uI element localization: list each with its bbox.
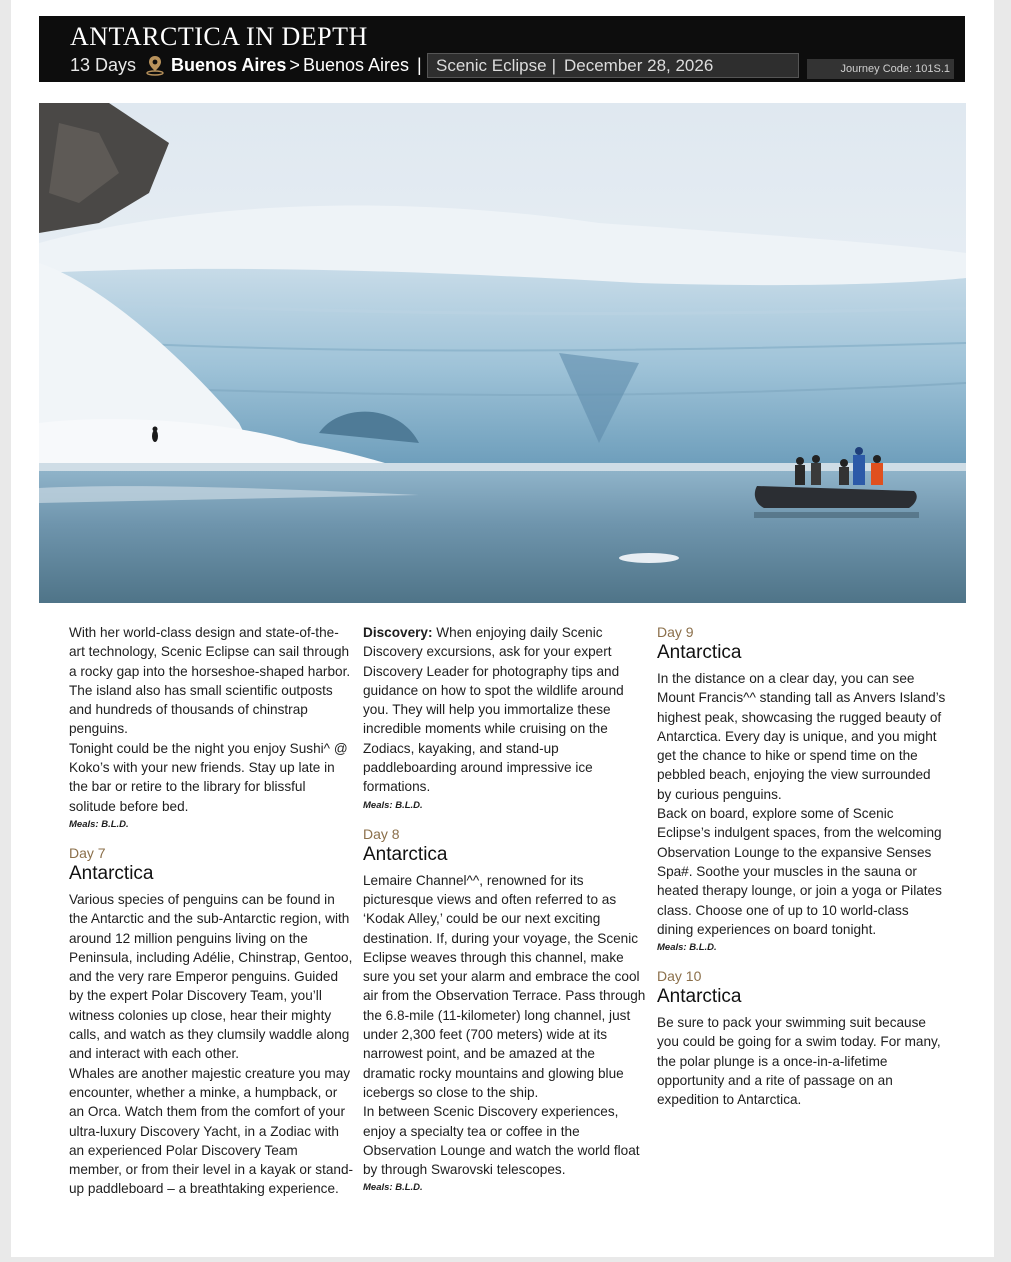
map-pin-icon [144,54,166,76]
meals-note: Meals: B.L.D. [657,942,717,954]
day9-paragraph-2: Back on board, explore some of Scenic Eclipse’s indulgent spaces, from the welcoming Observation Lounge to the expansive Senses Spa#. Soothe your muscles in the sauna or heated therapy lounge, or join a yoga or Pilates class. Choose one of up to 10 world-class dining experiences on board tonight. [657,806,942,937]
trip-summary [70,54,426,76]
day10-paragraph-1: Be sure to pack your swimming suit because you could be going for a swim today. For many, the polar plunge is a once-in-a-lifetime opportunity and a rite of passage on an expedition to Antarctica. [657,1015,941,1108]
day-title-9: Antarctica [657,642,742,663]
day-title-8: Antarctica [363,843,448,865]
page-title: ANTARCTICA IN DEPTH [70,22,368,51]
ship-date-box [427,53,799,78]
day-label-7: Day 7 [69,844,106,861]
column-3 [657,623,947,1110]
meals-note: Meals: B.L.D. [363,799,423,811]
departure-date: December 28, 2026 [563,55,714,75]
route-arrow: > [289,54,300,75]
day-label-8: Day 8 [363,825,400,842]
day-label-9: Day 9 [657,624,694,640]
evening-paragraph: Tonight could be the night you enjoy Sushi^ @ Koko’s with your new friends. Stay up late in the bar or retire to the library for blissful solitude before bed. [69,740,348,814]
day-title-7: Antarctica [69,862,154,884]
meals-note: Meals: B.L.D. [69,818,129,830]
column-1 [69,623,354,1199]
day9-paragraph-1: In the distance on a clear day, you can see Mount Francis^^ standing tall as Anvers Island’s highest peak, showcasing the rugged beauty of Antarctica. Every day is unique, and you might get the chance to hike or spend time on the pebbled beach, enjoying the view surrounded by curious penguins. [657,671,946,802]
departure-city: Buenos Aires [171,54,287,75]
ship-name: Scenic Eclipse [436,55,547,75]
header-separator: | [417,54,422,75]
day8-paragraph-1: Lemaire Channel^^, renowned for its picturesque views and often referred to as ‘Kodak Alley,’ could be our next exciting destination. If, during your voyage, the Scenic Eclipse weaves through this channel, make sure you set your alarm and embrace the cool air from the Observation Terrace. Pass through the 6.8-mile (11-kilometer) long channel, just under 2,300 feet (700 meters) wide at its narrowest point, and be amazed at the dramatic rocky mountains and glowing blue icebergs so close to the ship. [363,872,646,1100]
intro-paragraph: With her world-class design and state-of-the-art technology, Scenic Eclipse can sail through a rocky gap into the horseshoe-shaped harbor. The island also has small scientific outposts and hundreds of thousands of chinstrap penguins. [69,625,351,737]
discovery-label: Discovery: [363,625,433,640]
itinerary-header [39,16,965,82]
trip-duration: 13 Days [70,54,137,75]
day7-paragraph-2: Whales are another majestic creature you may encounter, whether a minke, a humpback, or an Orca. Watch them from the comfort of your ultra-luxury Discovery Yacht, in a Zodiac with an experienced Polar Discovery Team member, or from their level in a kayak or stand-up paddleboard – a breathtaking experience. [69,1065,354,1197]
discovery-paragraph [363,623,648,797]
journey-code: Journey Code: 101S.1 [807,59,954,79]
arrival-city: Buenos Aires [302,54,410,75]
day7-paragraph-1: Various species of penguins can be found in the Antarctic and the sub-Antarctic region, with around 12 million penguins living on the Peninsula, including Adélie, Chinstrap, Gentoo, and the very rare Emperor penguins. Guided by the expert Polar Discovery Team, you’ll witness colonies up close, hear their mighty calls, and watch as they clumsily waddle along and interact with each other. [69,891,353,1062]
hero-photo-glacier-zodiac [39,103,966,603]
penguin [152,427,158,443]
discovery-text: When enjoying daily Scenic Discovery excursions, ask for your expert Discovery Leader for photography tips and guidance on how to spot the wildlife around you. They will help you immortalize these incredible moments while cruising on the Zodiacs, kayaking, and stand-up paddleboarding around impressive ice formations. [363,625,624,795]
day8-paragraph-2: In between Scenic Discovery experiences, enjoy a specialty tea or coffee in the Observation Lounge and watch the world float by through Swarovski telescopes. [363,1104,640,1178]
day-title-10: Antarctica [657,986,742,1008]
day-label-10: Day 10 [657,968,702,985]
meals-note: Meals: B.L.D. [363,1182,423,1194]
glacier-illustration [39,103,966,603]
ship-date-separator: | [551,55,556,75]
brochure-page [11,0,994,1257]
column-2 [363,623,648,1195]
